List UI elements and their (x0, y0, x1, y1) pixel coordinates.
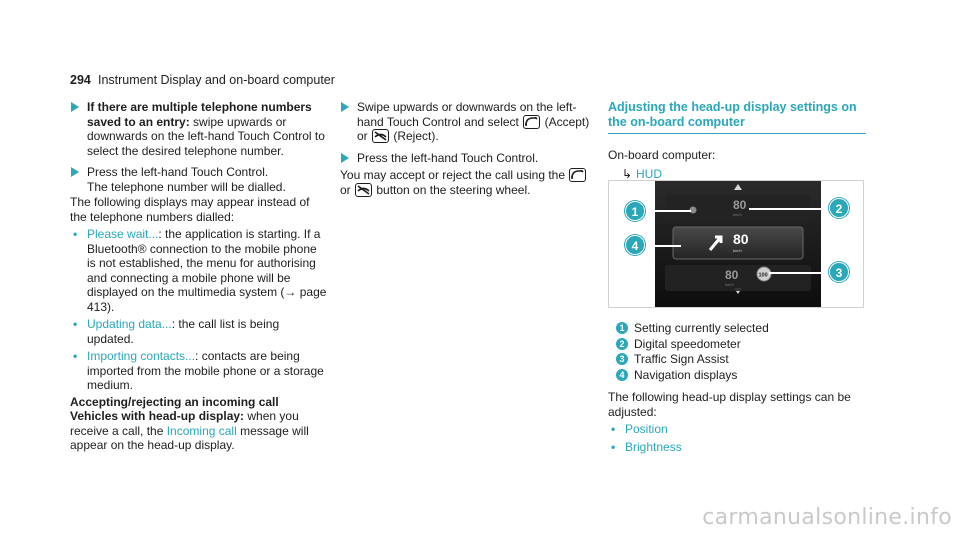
legend-number: 1 (616, 322, 628, 334)
accept-call-icon (569, 168, 586, 182)
hud-speed-selected: 80 (733, 231, 749, 247)
step-select-number (70, 100, 328, 158)
option-label: Position (625, 422, 668, 436)
option-brightness (608, 440, 866, 455)
section-title-line: the on-board computer (608, 114, 745, 129)
option-label: Brightness (625, 439, 682, 454)
section-title (608, 100, 866, 134)
step-press-touch-control (340, 151, 602, 166)
traffic-sign-value: 100 (758, 272, 768, 279)
bullet-text: : contacts are being imported from the mobile phone or a storage medium. (87, 349, 324, 392)
column-right (608, 100, 866, 181)
callout-1: 1 (625, 201, 645, 221)
paragraph: The following displays may appear instead of the telephone numbers dialled: (70, 195, 310, 224)
step-arrow-icon (341, 153, 349, 163)
para-text: or (340, 182, 355, 197)
hud-screen-graphic (655, 181, 821, 307)
option-position (608, 422, 866, 437)
legend-item (616, 321, 866, 336)
callout-line (639, 245, 681, 247)
hud-screen (655, 181, 821, 307)
step-result: The telephone number will be dialled. (87, 179, 286, 194)
section-heading: Accepting/rejecting an incoming call (70, 394, 279, 409)
display-term: Please wait... (87, 227, 159, 241)
step-text: (Reject). (390, 129, 439, 143)
legend-number: 2 (616, 338, 628, 350)
legend-item (616, 352, 866, 367)
step-text: Press the left-hand Touch Control. (87, 165, 269, 179)
column-middle (340, 100, 602, 197)
settings-section (608, 390, 866, 454)
legend-number: 3 (616, 353, 628, 365)
display-term: Importing contacts... (87, 349, 196, 363)
bullet-icon: • (73, 317, 78, 331)
callout-line (769, 272, 829, 274)
paragraph: The following head-up display settings can be adjusted: (608, 390, 851, 419)
reject-call-icon (372, 129, 389, 143)
para-text: button on the steering wheel. (373, 182, 531, 197)
section-title-line: Adjusting the head-up display settings on (608, 100, 857, 114)
display-term: Incoming call (166, 423, 237, 438)
step-text: Press the left-hand Touch Control. (357, 150, 539, 165)
legend-item (616, 368, 866, 383)
legend-text: Setting currently selected (634, 321, 769, 335)
reject-call-icon (355, 183, 372, 197)
step-accept-reject (340, 100, 602, 144)
bullet-icon: • (611, 422, 616, 436)
bullet-icon: • (611, 439, 616, 454)
hud-unit-bottom: km/h (725, 282, 734, 287)
step-text: (Accept) or (357, 114, 590, 143)
page-header-title: Instrument Display and on-board computer (98, 73, 335, 87)
step-press-touch-control (70, 165, 328, 194)
hud-unit-selected: km/h (733, 248, 742, 253)
paragraph-steering-wheel (340, 168, 602, 197)
bullet-icon: • (73, 349, 78, 363)
callout-3: 3 (829, 262, 849, 282)
step-arrow-icon (341, 102, 349, 112)
hud-text: message will appear on the head-up display. (70, 423, 309, 452)
nav-item-hud: HUD (636, 166, 662, 181)
hud-speed-top: 80 (733, 198, 747, 212)
legend (616, 320, 866, 382)
step-text: Swipe upwards or downwards on the left-hand Touch Control and select (357, 100, 577, 129)
legend-text: Navigation displays (634, 367, 738, 382)
hud-text: when you receive a call, the (70, 409, 299, 438)
legend-item (616, 337, 866, 352)
bullet-please-wait (70, 227, 328, 314)
hud-condition: Vehicles with head-up display: (70, 409, 245, 423)
hud-speed-bottom: 80 (725, 268, 739, 282)
hud-illustration (608, 180, 864, 308)
column-left (70, 100, 328, 453)
step-text: swipe upwards or downwards on the left-hand Touch Control to select the desired telephone number. (87, 114, 325, 158)
watermark: carmanualsonline.info (702, 504, 952, 530)
callout-line (639, 210, 691, 212)
bullet-text: : the call list is being updated. (87, 317, 280, 346)
bullet-updating-data (70, 317, 328, 346)
paragraph-hud (70, 409, 328, 453)
hud-unit-top: km/h (733, 212, 742, 217)
legend-text: Digital speedometer (634, 336, 741, 351)
submenu-arrow-icon: ↳ (622, 166, 633, 181)
callout-4: 4 (625, 235, 645, 255)
nav-path-label: On-board computer: (608, 148, 716, 162)
step-arrow-icon (71, 167, 79, 177)
step-condition: If there are multiple telephone numbers saved to an entry: (87, 100, 312, 129)
page-number: 294 (70, 73, 91, 87)
accept-call-icon (523, 115, 540, 129)
bullet-text: : the application is starting. If a Bluetooth® connection to the mobile phone is not established, the menu for authorising and connecting a mobile phone will be displayed on the multimedia system (→ page 413). (87, 227, 327, 314)
para-text: You may accept or reject the call using the (340, 168, 569, 182)
callout-2: 2 (829, 198, 849, 218)
step-arrow-icon (71, 102, 79, 112)
bullet-importing-contacts (70, 349, 328, 393)
display-term: Updating data... (87, 317, 172, 331)
callout-line (749, 208, 829, 210)
legend-text: Traffic Sign Assist (634, 352, 729, 366)
bullet-icon: • (73, 227, 78, 241)
legend-number: 4 (616, 369, 628, 381)
nav-path-item (608, 167, 866, 182)
